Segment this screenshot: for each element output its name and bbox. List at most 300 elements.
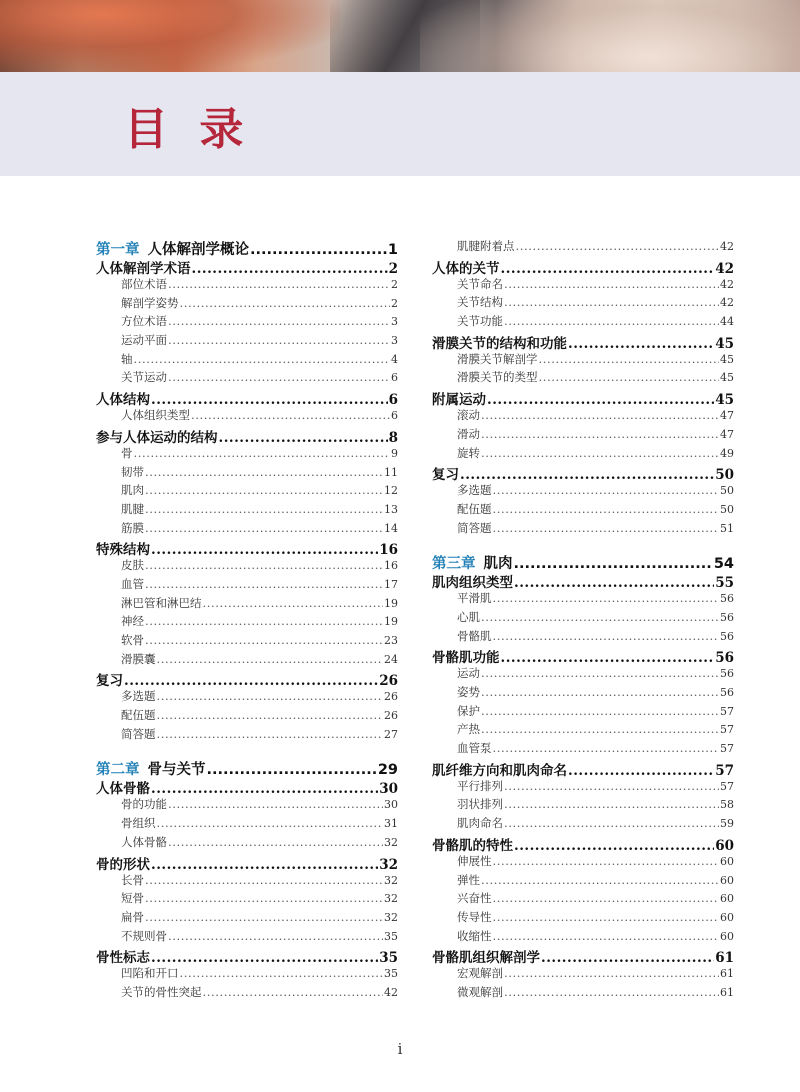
toc-subsection-entry[interactable] (96, 613, 398, 632)
toc-subsection-entry[interactable] (432, 778, 734, 797)
toc-subsection-entry[interactable] (96, 595, 398, 614)
page-ref: 42 (715, 260, 734, 276)
chapter-heading (96, 238, 249, 257)
page-ref: 44 (720, 315, 734, 329)
page-ref: 56 (720, 686, 734, 699)
toc-subsection-entry[interactable] (96, 313, 398, 332)
entry-title: 淋巴管和淋巴结 (121, 595, 202, 610)
entry-title: 长骨 (121, 872, 144, 887)
page-ref: 32 (384, 873, 398, 887)
entry-title: 人体骨骼 (96, 781, 150, 797)
page-ref: 35 (384, 929, 398, 943)
page-ref: 32 (379, 856, 398, 872)
dot-leader (151, 781, 378, 796)
toc-subsection-entry[interactable] (96, 351, 398, 370)
entry-title: 滑膜囊 (121, 651, 156, 666)
toc-subsection-entry[interactable] (432, 628, 734, 647)
page-ref: 57 (720, 742, 734, 756)
entry-title: 轴 (121, 351, 133, 366)
page-ref: 12 (384, 484, 398, 498)
dot-leader (168, 835, 383, 849)
toc-left-column (96, 238, 398, 1003)
page-ref: 32 (384, 892, 398, 906)
toc-subsection-entry[interactable] (96, 407, 398, 426)
toc-subsection-entry[interactable] (432, 984, 734, 1003)
dot-leader (504, 985, 719, 999)
toc-subsection-entry[interactable] (432, 684, 734, 703)
entry-title: 传导性 (457, 909, 492, 924)
toc-chapter-entry[interactable] (432, 552, 734, 571)
entry-title: 关节命名 (457, 276, 503, 291)
toc-subsection-entry[interactable] (96, 501, 398, 520)
toc-subsection-entry[interactable] (96, 464, 398, 483)
toc-subsection-entry[interactable] (96, 872, 398, 891)
dot-leader (250, 242, 387, 257)
page-ref: 57 (720, 723, 734, 737)
page-ref: 1 (387, 242, 398, 257)
entry-title: 心肌 (457, 609, 480, 624)
entry-title: 复习 (432, 467, 459, 483)
page-ref: 16 (379, 542, 398, 558)
toc-section-entry[interactable] (96, 669, 398, 688)
entry-title: 人体解剖学术语 (96, 261, 191, 276)
entry-title: 多选题 (121, 689, 156, 704)
entry-title: 肌肉命名 (457, 816, 503, 831)
page-ref: 2 (391, 278, 398, 291)
entry-title: 骨骼肌组织解剖学 (432, 950, 540, 966)
page-ref: 45 (715, 335, 734, 351)
toc-subsection-entry[interactable] (432, 796, 734, 815)
dot-leader (145, 502, 383, 516)
page-ref: 26 (384, 690, 398, 704)
toc-subsection-entry[interactable] (96, 726, 398, 745)
toc-right-column (432, 238, 734, 1003)
dot-leader (145, 891, 383, 905)
toc-subsection-entry[interactable] (96, 909, 398, 928)
page-ref: 29 (377, 762, 398, 778)
dot-leader (145, 873, 383, 887)
entry-title: 滚动 (457, 408, 480, 423)
entry-title: 短骨 (121, 891, 144, 906)
page-ref: 51 (720, 521, 734, 535)
entry-title: 特殊结构 (96, 542, 150, 558)
dot-leader (481, 427, 719, 441)
dot-leader (203, 985, 384, 999)
page-ref: 32 (384, 835, 398, 849)
page-ref: 50 (720, 502, 734, 516)
page-ref: 60 (720, 854, 734, 868)
entry-title: 肌肉 (121, 483, 144, 498)
toc-subsection-entry[interactable] (432, 665, 734, 684)
page-ref: 55 (715, 575, 734, 591)
dot-leader (168, 929, 383, 943)
entry-title: 附属运动 (432, 392, 486, 408)
toc-section-entry[interactable] (96, 853, 398, 872)
page-ref: 50 (715, 467, 734, 483)
page-title: 目 录 (124, 104, 252, 155)
dot-leader (493, 929, 720, 943)
chapter-heading (432, 552, 513, 571)
toc-section-entry[interactable] (432, 759, 734, 778)
toc-subsection-entry[interactable] (432, 703, 734, 722)
dot-leader (124, 673, 378, 688)
toc-subsection-entry[interactable] (96, 482, 398, 501)
toc-section-entry[interactable] (432, 571, 734, 590)
entry-title: 人体组织类型 (121, 408, 190, 423)
dot-leader (504, 797, 719, 811)
page-ref: 60 (715, 837, 734, 853)
dot-leader (539, 352, 720, 366)
page-ref: 19 (384, 596, 398, 610)
entry-title: 关节功能 (457, 314, 503, 329)
dot-leader (493, 891, 720, 905)
toc-section-entry[interactable] (96, 777, 398, 796)
dot-leader (493, 854, 720, 868)
dot-leader (145, 633, 383, 647)
page-ref: 60 (720, 873, 734, 887)
page-ref: 35 (384, 967, 398, 981)
dot-leader (493, 910, 720, 924)
page-ref: 23 (384, 634, 398, 647)
page-ref: 42 (720, 277, 734, 291)
toc-subsection-entry[interactable] (96, 796, 398, 815)
dot-leader (541, 950, 714, 965)
toc-section-entry[interactable] (96, 257, 398, 276)
dot-leader (157, 689, 384, 703)
entry-title: 配伍题 (457, 501, 492, 516)
chapter-spacer (432, 538, 734, 552)
entry-title: 人体的关节 (432, 260, 500, 276)
toc-subsection-entry[interactable] (96, 984, 398, 1003)
page-ref: 45 (720, 352, 734, 366)
chapter-number: 第一章 (96, 242, 140, 257)
dot-leader (501, 650, 715, 665)
dot-leader (493, 591, 720, 605)
entry-title: 简答题 (121, 726, 156, 741)
entry-title: 方位术语 (121, 314, 167, 329)
toc-subsection-entry[interactable] (96, 815, 398, 834)
dot-leader (539, 370, 720, 384)
toc-section-entry[interactable] (432, 332, 734, 351)
dot-leader (487, 392, 714, 407)
page-ref: 57 (720, 704, 734, 718)
toc-subsection-entry[interactable] (432, 928, 734, 947)
toc-subsection-entry[interactable] (432, 520, 734, 539)
page-ref: 60 (720, 929, 734, 943)
dot-leader (157, 708, 384, 722)
page-ref: 58 (720, 798, 734, 812)
entry-title: 骨骼肌 (457, 628, 492, 643)
entry-title: 骨的形状 (96, 856, 150, 872)
page-ref: 57 (715, 762, 734, 778)
dot-leader (481, 446, 719, 460)
dot-leader (157, 652, 384, 666)
entry-title: 骨骼肌的特性 (432, 837, 513, 853)
entry-title: 配伍题 (121, 708, 156, 723)
toc-section-entry[interactable] (96, 946, 398, 965)
entry-title: 运动 (457, 666, 480, 681)
page-ref: 49 (720, 446, 734, 460)
page-ref: 6 (391, 371, 398, 385)
dot-leader (151, 950, 378, 965)
dot-leader (481, 610, 719, 624)
entry-title: 皮肤 (121, 558, 144, 573)
entry-title: 解剖学姿势 (121, 295, 179, 310)
page-ref: 6 (388, 392, 398, 408)
page-ref: 47 (720, 427, 734, 441)
dot-leader (134, 446, 391, 460)
entry-title: 平滑肌 (457, 591, 492, 606)
page-ref: 56 (720, 592, 734, 606)
dot-leader (151, 392, 388, 407)
entry-title: 筋膜 (121, 520, 144, 535)
entry-title: 血管泵 (457, 741, 492, 756)
dot-leader (504, 277, 719, 291)
entry-title: 骨骼肌功能 (432, 650, 500, 666)
toc-subsection-entry[interactable] (432, 815, 734, 834)
toc-subsection-entry[interactable] (432, 872, 734, 891)
page-ref: 42 (720, 240, 734, 253)
entry-title: 运动平面 (121, 333, 167, 348)
toc-subsection-entry[interactable] (96, 834, 398, 853)
entry-title: 肌肉组织类型 (432, 575, 513, 591)
page-ref: 13 (384, 502, 398, 516)
dot-leader (151, 542, 378, 557)
entry-title: 骨性标志 (96, 950, 150, 966)
toc-subsection-entry[interactable] (96, 688, 398, 707)
dot-leader (168, 370, 390, 384)
page-number: i (397, 1040, 403, 1058)
toc-subsection-entry[interactable] (96, 576, 398, 595)
toc-subsection-entry[interactable] (432, 445, 734, 464)
chapter-number: 第二章 (96, 762, 140, 778)
dot-leader (145, 521, 383, 535)
dot-leader (568, 763, 714, 778)
dot-leader (568, 336, 714, 351)
page-ref: 26 (384, 709, 398, 723)
dot-leader (501, 261, 715, 276)
entry-title: 关节运动 (121, 370, 167, 385)
toc-section-entry[interactable] (96, 388, 398, 407)
page-ref: 61 (715, 950, 734, 966)
chapter-heading (96, 758, 206, 777)
toc-subsection-entry[interactable] (96, 632, 398, 651)
dot-leader (145, 614, 383, 628)
entry-title: 扁骨 (121, 909, 144, 924)
dot-leader (481, 873, 719, 887)
entry-title: 复习 (96, 673, 123, 689)
page-ref: 54 (713, 556, 734, 572)
toc-section-entry[interactable] (432, 257, 734, 276)
entry-title: 简答题 (457, 520, 492, 535)
toc-subsection-entry[interactable] (432, 426, 734, 445)
toc-section-entry[interactable] (96, 426, 398, 445)
page-ref: 24 (384, 652, 398, 666)
dot-leader (151, 857, 378, 872)
page-ref: 6 (391, 409, 398, 423)
page-ref: 3 (391, 334, 398, 348)
toc-subsection-entry[interactable] (432, 276, 734, 295)
toc-subsection-entry[interactable] (432, 238, 734, 257)
toc-subsection-entry[interactable] (432, 407, 734, 426)
entry-title: 多选题 (457, 483, 492, 498)
dot-leader (493, 741, 720, 755)
page-ref: 50 (720, 484, 734, 498)
page-ref: 57 (720, 779, 734, 793)
entry-title: 参与人体运动的结构 (96, 429, 218, 445)
dot-leader (145, 483, 383, 497)
anatomy-banner-image (0, 0, 800, 72)
muscle-illustration (0, 0, 340, 72)
dot-leader (504, 816, 719, 830)
toc-subsection-entry[interactable] (96, 557, 398, 576)
page-ref: 42 (720, 296, 734, 310)
toc-subsection-entry[interactable] (432, 590, 734, 609)
entry-title: 肌腱附着点 (457, 239, 515, 253)
chapter-title: 骨与关节 (147, 762, 206, 778)
entry-title: 神经 (121, 614, 144, 629)
page-ref: 56 (720, 629, 734, 643)
toc-subsection-entry[interactable] (96, 332, 398, 351)
dot-leader (168, 277, 390, 291)
entry-title: 微观解剖 (457, 984, 503, 999)
toc-chapter-entry[interactable] (96, 758, 398, 777)
chapter-title: 人体解剖学概论 (147, 242, 249, 257)
dot-leader (514, 556, 713, 571)
dot-leader (481, 704, 719, 718)
toc-subsection-entry[interactable] (96, 928, 398, 947)
entry-title: 肌腱 (121, 501, 144, 516)
dot-leader (157, 727, 384, 741)
entry-title: 收缩性 (457, 928, 492, 943)
entry-title: 凹陷和开口 (121, 966, 179, 981)
dot-leader (516, 239, 720, 253)
dot-leader (157, 816, 384, 830)
page-ref: 26 (379, 673, 398, 689)
dot-leader (481, 666, 719, 680)
toc-section-entry[interactable] (432, 834, 734, 853)
page-ref: 4 (391, 352, 398, 366)
toc-subsection-entry[interactable] (432, 740, 734, 759)
page-ref: 30 (379, 781, 398, 797)
toc-subsection-entry[interactable] (432, 721, 734, 740)
dot-leader (180, 966, 384, 980)
dot-leader (514, 575, 714, 590)
toc-subsection-entry[interactable] (96, 890, 398, 909)
dot-leader (145, 910, 383, 924)
dot-leader (460, 467, 714, 482)
skin-illustration (420, 0, 800, 72)
page-ref: 59 (720, 817, 734, 831)
toc-subsection-entry[interactable] (96, 651, 398, 670)
dot-leader (192, 261, 388, 276)
page-ref: 3 (391, 315, 398, 329)
dot-leader (203, 596, 384, 610)
toc-subsection-entry[interactable] (432, 853, 734, 872)
toc-section-entry[interactable] (432, 463, 734, 482)
page-ref: 8 (388, 429, 398, 445)
entry-title: 软骨 (121, 633, 144, 647)
dot-leader (481, 722, 719, 736)
toc-subsection-entry[interactable] (96, 707, 398, 726)
page-ref: 56 (720, 610, 734, 624)
entry-title: 关节的骨性突起 (121, 984, 202, 999)
toc-subsection-entry[interactable] (432, 909, 734, 928)
toc-subsection-entry[interactable] (432, 313, 734, 332)
dot-leader (481, 685, 719, 699)
dot-leader (504, 966, 719, 980)
toc-subsection-entry[interactable] (96, 369, 398, 388)
toc-subsection-entry[interactable] (432, 482, 734, 501)
toc-subsection-entry[interactable] (432, 609, 734, 628)
entry-title: 骨 (121, 445, 133, 460)
toc-subsection-entry[interactable] (96, 276, 398, 295)
toc-chapter-entry[interactable] (96, 238, 398, 257)
page-ref: 35 (379, 950, 398, 966)
dot-leader (504, 295, 719, 309)
toc-subsection-entry[interactable] (432, 351, 734, 370)
toc-subsection-entry[interactable] (432, 965, 734, 984)
toc-subsection-entry[interactable] (96, 965, 398, 984)
page-ref: 19 (384, 615, 398, 629)
page-ref: 60 (720, 910, 734, 924)
toc-section-entry[interactable] (432, 388, 734, 407)
entry-title: 血管 (121, 576, 144, 591)
entry-title: 肌纤维方向和肌肉命名 (432, 762, 567, 778)
page-ref: 32 (384, 910, 398, 924)
page-ref: 17 (384, 577, 398, 591)
page-ref: 14 (384, 521, 398, 535)
entry-title: 人体骨骼 (121, 834, 167, 849)
toc-subsection-entry[interactable] (96, 445, 398, 464)
entry-title: 韧带 (121, 464, 144, 479)
toc-section-entry[interactable] (432, 646, 734, 665)
entry-title: 伸展性 (457, 853, 492, 868)
toc-subsection-entry[interactable] (432, 294, 734, 313)
toc-section-entry[interactable] (432, 946, 734, 965)
toc-subsection-entry[interactable] (96, 520, 398, 539)
page-ref: 31 (384, 817, 398, 831)
page-ref: 60 (720, 892, 734, 906)
page-ref: 61 (720, 985, 734, 999)
page-ref: 2 (391, 296, 398, 310)
page-ref: 56 (715, 650, 734, 666)
entry-title: 保护 (457, 703, 480, 718)
entry-title: 滑动 (457, 426, 480, 441)
entry-title: 姿势 (457, 685, 480, 699)
page-ref: 27 (384, 727, 398, 741)
dot-leader (219, 430, 388, 445)
toc-subsection-entry[interactable] (96, 295, 398, 314)
dot-leader (134, 352, 391, 366)
toc-subsection-entry[interactable] (432, 369, 734, 388)
page-ref: 16 (384, 559, 398, 573)
dot-leader (481, 408, 719, 422)
dot-leader (168, 333, 390, 347)
toc-section-entry[interactable] (96, 538, 398, 557)
page-ref: 45 (715, 392, 734, 408)
entry-title: 人体结构 (96, 392, 150, 408)
entry-title: 骨的功能 (121, 797, 167, 812)
toc-subsection-entry[interactable] (432, 890, 734, 909)
entry-title: 弹性 (457, 872, 480, 887)
page-ref: 2 (388, 261, 398, 276)
page-ref: 61 (720, 967, 734, 981)
title-band (0, 72, 800, 176)
dot-leader (145, 577, 383, 591)
entry-title: 滑膜关节解剖学 (457, 351, 538, 366)
toc-subsection-entry[interactable] (432, 501, 734, 520)
